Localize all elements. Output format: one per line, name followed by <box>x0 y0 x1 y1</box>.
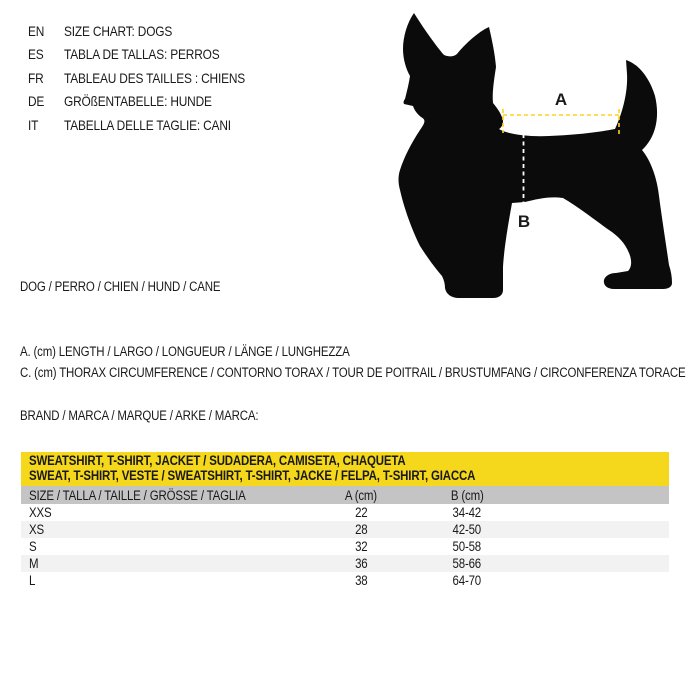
legend-line-c: C. (cm) THORAX CIRCUMFERENCE / CONTORNO TORAX / TOUR DE POITRAIL / BRUSTUMFANG / CIRCONFERENZA TORACE <box>20 365 686 380</box>
animal-caption: DOG / PERRO / CHIEN / HUND / CANE <box>20 279 221 294</box>
garment-header-line2: SWEAT, T-SHIRT, VESTE / SWEATSHIRT, T-SHIRT, JACKE / FELPA, T-SHIRT, GIACCA <box>29 467 476 483</box>
dog-measurement-diagram <box>380 0 700 310</box>
lang-code: IT <box>28 116 39 133</box>
b-value: 58-66 <box>452 556 482 571</box>
lang-title: TABLEAU DES TAILLES : CHIENS <box>64 69 246 86</box>
a-value: 28 <box>354 522 368 537</box>
a-value: 32 <box>354 539 368 554</box>
table-row-xxs <box>21 504 669 521</box>
lang-code: FR <box>28 69 44 86</box>
measure-a-label: A <box>554 90 568 109</box>
table-row-m <box>21 555 669 572</box>
lang-code: EN <box>28 23 45 39</box>
size-value: L <box>29 573 36 588</box>
a-value: 36 <box>354 556 368 571</box>
lang-code: ES <box>28 46 44 63</box>
column-header-size: SIZE / TALLA / TAILLE / GRÖSSE / TAGLIA <box>29 487 246 503</box>
size-value: M <box>29 556 39 571</box>
a-value: 38 <box>354 573 368 588</box>
table-row-s <box>21 538 669 555</box>
column-header-a: A (cm) <box>344 487 378 503</box>
lang-title: SIZE CHART: DOGS <box>64 23 173 39</box>
b-value: 34-42 <box>452 505 482 520</box>
b-value: 50-58 <box>452 539 482 554</box>
lang-title: TABELLA DELLE TAGLIE: CANI <box>64 116 231 133</box>
size-value: XXS <box>29 505 52 520</box>
b-value: 64-70 <box>452 573 482 588</box>
table-row-l <box>21 572 669 589</box>
table-garment-header <box>21 452 669 486</box>
size-value: XS <box>29 522 44 537</box>
table-column-header-row <box>21 486 669 504</box>
lang-title: GRÖßENTABELLE: HUNDE <box>64 93 212 110</box>
b-value: 42-50 <box>452 522 482 537</box>
column-header-b: B (cm) <box>450 487 484 503</box>
size-table <box>21 452 669 589</box>
a-value: 22 <box>354 505 368 520</box>
dog-silhouette <box>399 13 673 298</box>
size-value: S <box>29 539 37 554</box>
lang-code: DE <box>28 93 45 110</box>
brand-label: BRAND / MARCA / MARQUE / ARKE / MARCA: <box>20 408 259 423</box>
lang-title: TABLA DE TALLAS: PERROS <box>64 46 220 63</box>
legend-line-a: A. (cm) LENGTH / LARGO / LONGUEUR / LÄNGE / LUNGHEZZA <box>20 344 350 359</box>
table-row-xs <box>21 521 669 538</box>
measure-b-label: B <box>517 212 531 231</box>
garment-header-line1: SWEATSHIRT, T-SHIRT, JACKET / SUDADERA, CAMISETA, CHAQUETA <box>29 453 406 468</box>
